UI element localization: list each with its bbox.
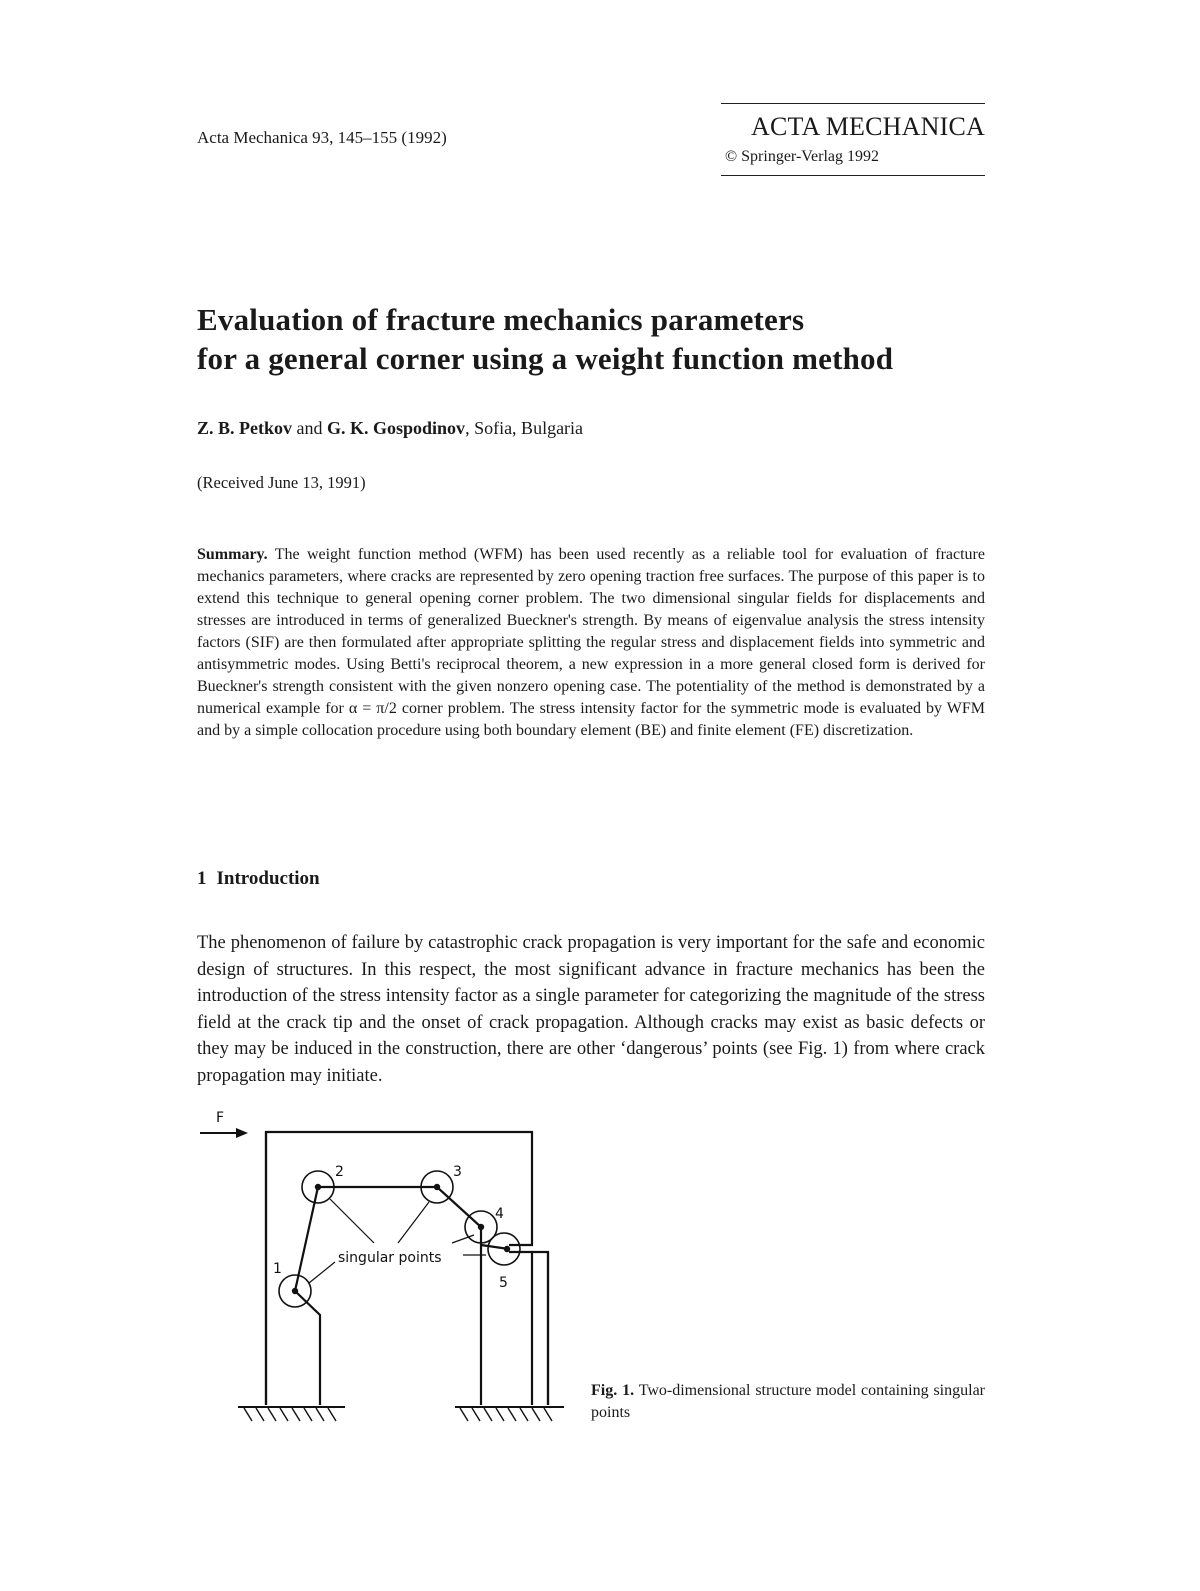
singular-points-annotation: singular points (338, 1250, 442, 1266)
annotation-leaders (309, 1199, 486, 1283)
frame-outline (266, 1132, 548, 1405)
author-conjunction: and (296, 418, 323, 438)
summary-text: The weight function method (WFM) has been used recently as a reliable tool for evaluation of fracture mechanics parameters, where cracks are represented by zero opening traction free surfaces. The purpose of this paper is to extend this technique to general opening corner problem. The two dimensional singular fields for displacements and stresses are introduced in terms of generalized Bueckner's strength. By means of eigenvalue analysis the stress intensity factors (SIF) are then formulated after appropriate splitting the regular stress and displacement fields into symmetric and antisymmetric modes. Using Betti's reciprocal theorem, a new expression in a more general closed form is derived for Bueckner's strength consistent with the given nonzero opening case. The potentiality of the method is demonstrated by a numerical example for α = π/2 corner problem. The stress intensity factor for the symmetric mode is evaluated by WFM and by a simple collocation procedure using both boundary element (BE) and finite element (FE) discretization. (197, 546, 985, 739)
received-date: (Received June 13, 1991) (197, 473, 366, 492)
introduction-paragraph: The phenomenon of failure by catastrophic crack propagation is very important for the safe and economic design of structures. In this respect, the most significant advance in fracture mechanics has been the introduction of the stress intensity factor as a single parameter for categorizing the magnitude of the stress field at the crack tip and the onset of crack propagation. Although cracks may exist as basic defects or they may be induced in the construction, there are other ‘dangerous’ points (see Fig. 1) from where crack propagation may initiate. (197, 933, 985, 1086)
inner-profile (295, 1187, 509, 1405)
section-title: Introduction (216, 868, 320, 889)
summary-label: Summary. (197, 546, 268, 563)
left-ground-support (238, 1407, 345, 1421)
copyright-notice: © Springer-Verlag 1992 (725, 148, 880, 165)
author-2: G. K. Gospodinov (327, 418, 466, 438)
right-ground-support (455, 1407, 564, 1421)
caption-label: Fig. 1. (591, 1382, 635, 1399)
section-number: 1 (197, 868, 207, 889)
author-1: Z. B. Petkov (197, 418, 293, 438)
figure-1-caption (591, 1380, 985, 1424)
point-label-5: 5 (499, 1275, 508, 1291)
point-label-4: 4 (495, 1206, 504, 1222)
caption-text: Two-dimensional structure model containing singular points (591, 1382, 985, 1421)
title-line-2: for a general corner using a weight function method (197, 341, 894, 376)
point-label-3: 3 (453, 1164, 462, 1180)
singular-point-markers (279, 1171, 520, 1307)
journal-name: ACTA MECHANICA (750, 112, 985, 141)
force-arrow (200, 1128, 248, 1138)
column-edges (266, 1132, 548, 1405)
author-location: , Sofia, Bulgaria (465, 418, 584, 438)
point-label-2: 2 (335, 1164, 344, 1180)
title-line-1: Evaluation of fracture mechanics parameters (197, 302, 805, 337)
force-label: F (216, 1110, 225, 1126)
point-label-1: 1 (273, 1261, 282, 1277)
journal-reference: Acta Mechanica 93, 145–155 (1992) (197, 128, 447, 147)
